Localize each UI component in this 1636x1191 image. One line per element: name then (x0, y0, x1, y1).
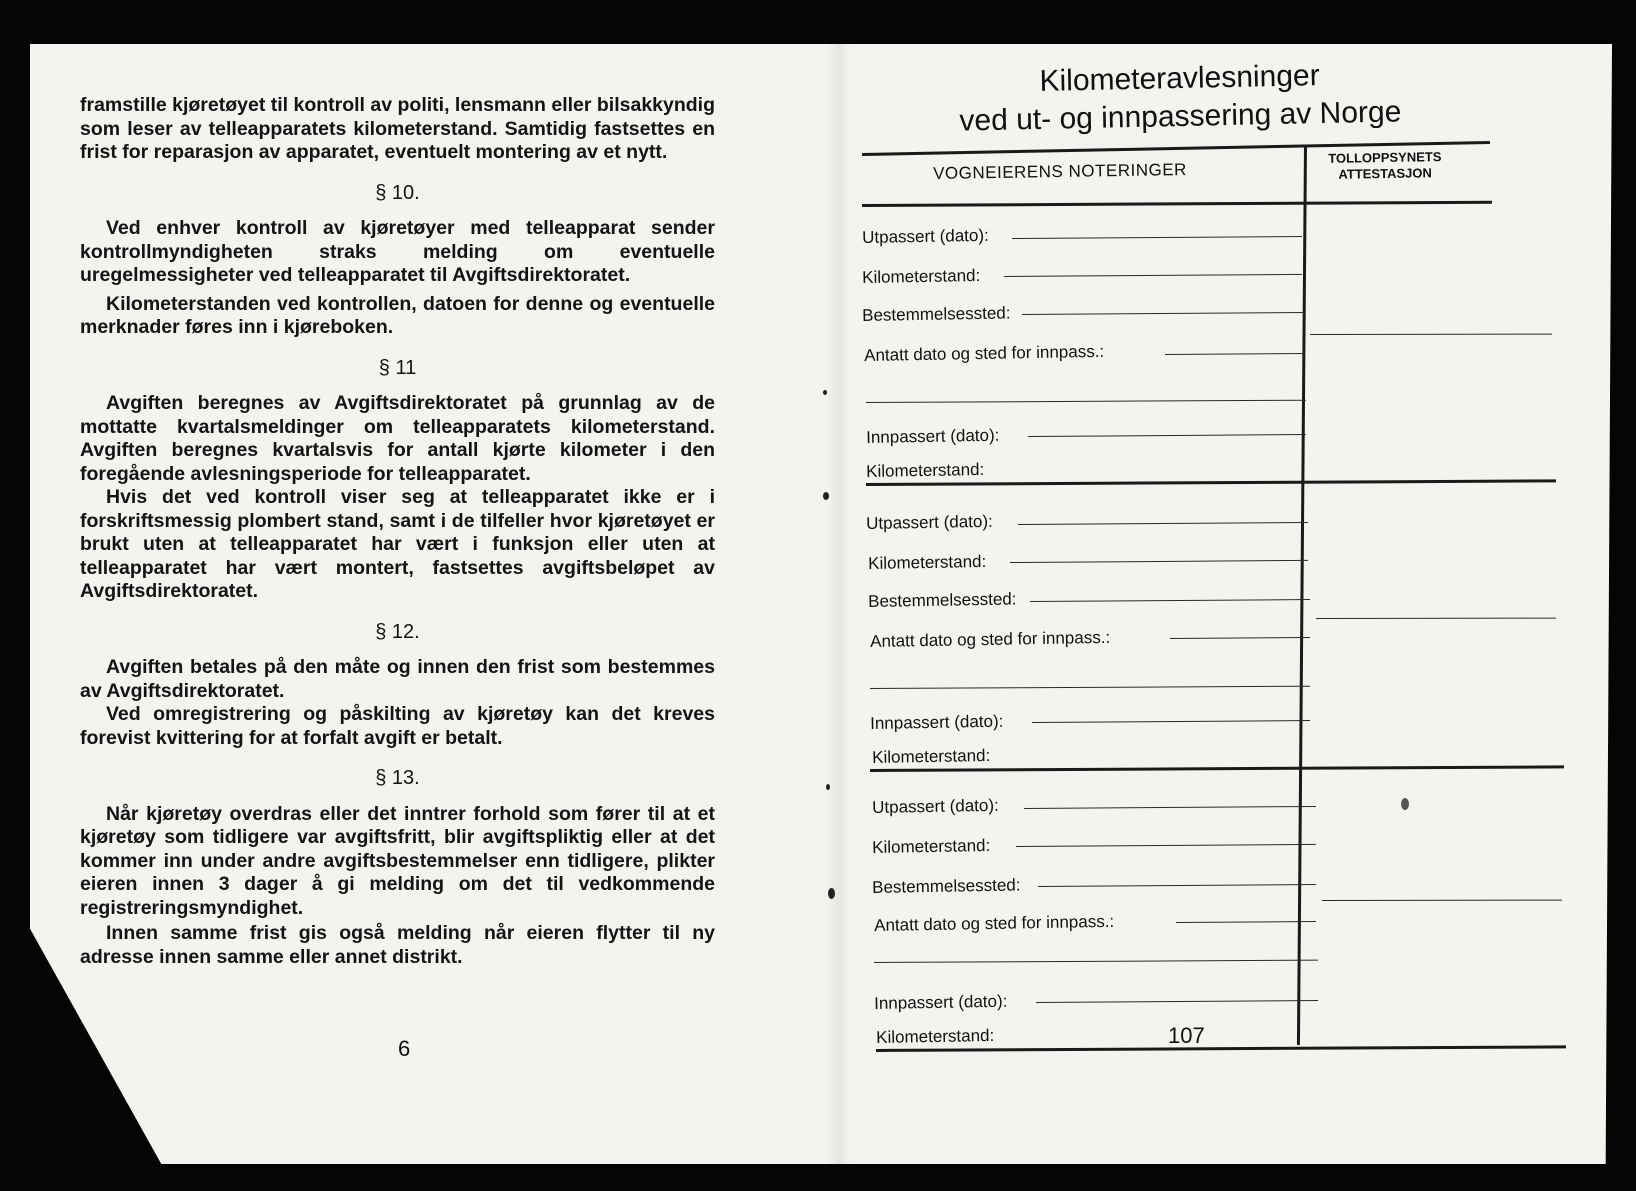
field-utpassert-label: Utpassert (dato): (872, 795, 999, 817)
section-heading-11: § 11 (378, 356, 417, 379)
column-header-owner: VOGNEIERENS NOTERINGER (932, 160, 1188, 183)
paragraph: framstille kjøretøyet til kontroll av politi, lensmann eller bilsakkyndig som leser av telleapparatets kilometerstand. Samtidig fastsettes en frist for reparasjon av apparatet, eventuelt montering av et nytt. (80, 94, 716, 163)
field-km-label: Kilometerstand: (866, 459, 985, 481)
field-utpassert-label: Utpassert (dato): (866, 511, 993, 533)
form-title (899, 54, 1460, 142)
field-antatt-label: Antatt dato og sted for innpass.: (870, 627, 1111, 651)
paragraph: Hvis det ved kontroll viser seg at telleapparatet ikke er i forskriftsmessig plombert stand, samt i de tilfeller hvor kjøretøyet er brukt uten at telleapparatet har vært i funksjon eller uten at telleapparatet har vært montert, fastsettes avgiftsbeløpet av Avgiftsdirektoratet. (80, 486, 715, 602)
field-km-label: Kilometerstand: (862, 265, 981, 287)
column-header-customs (1300, 149, 1470, 184)
section-heading-13: § 13. (375, 767, 420, 789)
title-line-2: ved ut- og innpassering av Norge (959, 95, 1402, 138)
field-innpassert-label: Innpassert (dato): (866, 425, 1000, 447)
field-antatt-label: Antatt dato og sted for innpass.: (874, 911, 1115, 935)
paragraph: Avgiften beregnes av Avgiftsdirektoratet på grunnlag av de mottatte kvartalsmeldinger om telleapparatets kilometerstand. Avgiften beregnes kvartalsvis for antall kjørte kilometer i den foregående avlesningsperiode for telleapparatet. (80, 392, 715, 485)
paragraph: Når kjøretøy overdras eller det inntrer forhold som fører til at et kjøretøy som tidligere var avgiftsfritt, blir avgiftspliktig eller at det kommer inn under andre avgiftsbestemmelser enn tidligere, plikter eieren innen 3 dager å gi melding om det til vedkommende registreringsmyndighet. (80, 802, 715, 919)
field-best-label: Bestemmelsessted: (862, 303, 1011, 325)
paragraph: Kilometerstanden ved kontrollen, datoen for denne og eventuelle merknader føres inn i kjøreboken. (80, 292, 715, 338)
paragraph: Innen samme frist gis også melding når eieren flytter til ny adresse innen samme eller annet distrikt. (80, 922, 715, 968)
left-page-text (80, 94, 715, 969)
field-best-label: Bestemmelsessted: (872, 875, 1021, 897)
paragraph: Avgiften betales på den måte og innen den frist som bestemmes av Avgiftsdirektoratet. (80, 656, 715, 702)
field-km-label: Kilometerstand: (876, 1025, 995, 1047)
column-header-customs-line2: ATTESTASJON (1338, 165, 1432, 182)
section-heading-12: § 12. (375, 620, 420, 643)
column-header-customs-line1: TOLLOPPSYNETS (1328, 149, 1442, 166)
section-heading-10: § 10. (375, 181, 420, 204)
ink-speck (823, 390, 827, 395)
paragraph: Ved omregistrering og påskilting av kjøretøy kan det kreves forevist kvittering for at forfalt avgift er betalt. (80, 703, 715, 749)
title-line-1: Kilometeravlesninger (1039, 59, 1320, 98)
paragraph: Ved enhver kontroll av kjøretøyer med telleapparat sender kontrollmyndigheten straks melding om eventuelle uregelmessigheter ved telleapparatet til Avgiftsdirektoratet. (80, 217, 715, 286)
field-antatt-label: Antatt dato og sted for innpass.: (864, 341, 1105, 365)
ink-speck (1401, 798, 1409, 810)
page-number-right: 107 (1168, 1023, 1205, 1048)
field-km-label: Kilometerstand: (872, 835, 991, 857)
field-best-label: Bestemmelsessted: (868, 589, 1017, 611)
ink-speck (823, 492, 829, 500)
ink-speck (826, 784, 830, 790)
field-innpassert-label: Innpassert (dato): (870, 711, 1004, 733)
field-innpassert-label: Innpassert (dato): (874, 991, 1008, 1013)
field-utpassert-label: Utpassert (dato): (862, 225, 989, 247)
field-km-label: Kilometerstand: (872, 745, 991, 767)
page-number-left: 6 (398, 1036, 411, 1061)
field-km-label: Kilometerstand: (868, 551, 987, 573)
ink-speck (828, 888, 835, 899)
page-gutter (827, 44, 851, 1164)
